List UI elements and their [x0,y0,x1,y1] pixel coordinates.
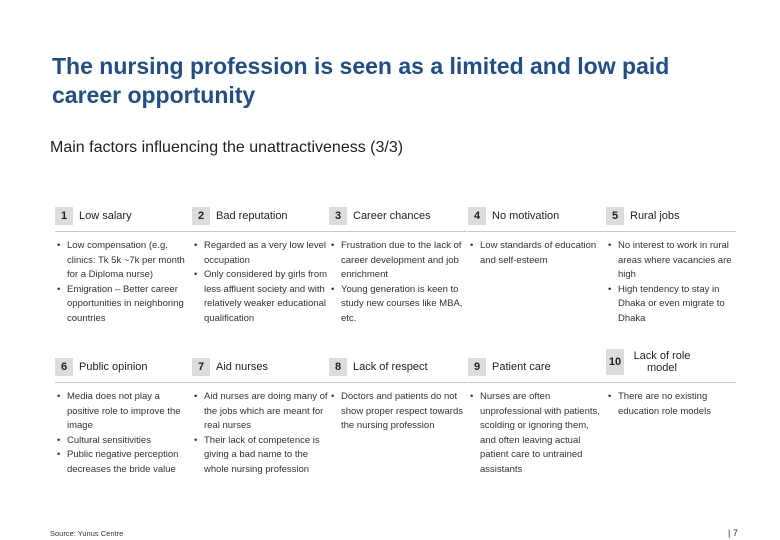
bullet-item: • Only considered by girls from less affluent society and with relatively weaker educational qualification [192,268,330,326]
bullet-item: • Emigration – Better career opportunities in neighboring countries [55,283,193,327]
page-number: | 7 [728,528,738,538]
factor-title: Bad reputation [216,210,288,222]
bullet-item: • Young generation is keen to study new courses like MBA, etc. [329,283,467,327]
bullet-item: • Nurses are often unprofessional with patients, scolding or ignoring them, and often leaving actual patient care to untrained assistants [468,390,606,477]
bullet-item: • Low standards of education and self-esteem [468,239,606,268]
factor-number: 7 [192,358,210,376]
factor-number: 10 [606,349,624,375]
factor-public-opinion [55,355,193,477]
bullet-item: • Their lack of competence is giving a bad name to the whole nursing profession [192,434,330,478]
divider [55,231,193,232]
divider [329,231,467,232]
factor-aid-nurses [192,355,330,477]
factor-title: Lack of role model [633,349,691,374]
factor-low-salary [55,204,193,326]
divider [606,231,736,232]
divider [55,382,193,383]
factor-number: 2 [192,207,210,225]
factor-title: Rural jobs [630,210,680,222]
factor-number: 1 [55,207,73,225]
page-subtitle: Main factors influencing the unattractiveness (3/3) [50,139,404,156]
divider [192,382,330,383]
factor-title: Career chances [353,210,431,222]
factor-number: 9 [468,358,486,376]
page-title: The nursing profession is seen as a limited and low paid career opportunity [52,53,670,108]
bullet-item: • Frustration due to the lack of career development and job enrichment [329,239,467,283]
bullet-item: • Cultural sensitivities [55,434,193,449]
factor-rural-jobs [606,204,736,326]
factor-title: Public opinion [79,361,148,373]
bullet-item: • Aid nurses are doing many of the jobs which are meant for real nurses [192,390,330,434]
bullet-item: • Low compensation (e.g. clinics: Tk 5k ~7k per month for a Diploma nurse) [55,239,193,283]
bullet-item: • Media does not play a positive role to improve the image [55,390,193,434]
factor-number: 6 [55,358,73,376]
bullet-item: • High tendency to stay in Dhaka or even migrate to Dhaka [606,283,736,327]
factor-title: Lack of respect [353,361,428,373]
divider [468,382,606,383]
factor-title: Aid nurses [216,361,268,373]
factor-lack-of-respect [329,355,467,434]
divider [329,382,467,383]
factor-title: No motivation [492,210,560,222]
factor-number: 3 [329,207,347,225]
factor-patient-care [468,355,606,477]
factor-number: 4 [468,207,486,225]
bullet-item: • There are no existing education role models [606,390,736,419]
divider [468,231,606,232]
bullet-item: • Public negative perception decreases the bride value [55,448,193,477]
factor-career-chances [329,204,467,326]
factor-lack-of-role-model [606,344,736,419]
divider [606,382,736,383]
factor-title: Low salary [79,210,132,222]
source-note: Source: Yunus Centre [50,529,124,538]
factor-bad-reputation [192,204,330,326]
factor-number: 5 [606,207,624,225]
factor-title: Patient care [492,361,551,373]
bullet-item: • Regarded as a very low level occupation [192,239,330,268]
factor-number: 8 [329,358,347,376]
bullet-item: • No interest to work in rural areas where vacancies are high [606,239,736,283]
divider [192,231,330,232]
factor-no-motivation [468,204,606,268]
bullet-item: • Doctors and patients do not show proper respect towards the nursing profession [329,390,467,434]
